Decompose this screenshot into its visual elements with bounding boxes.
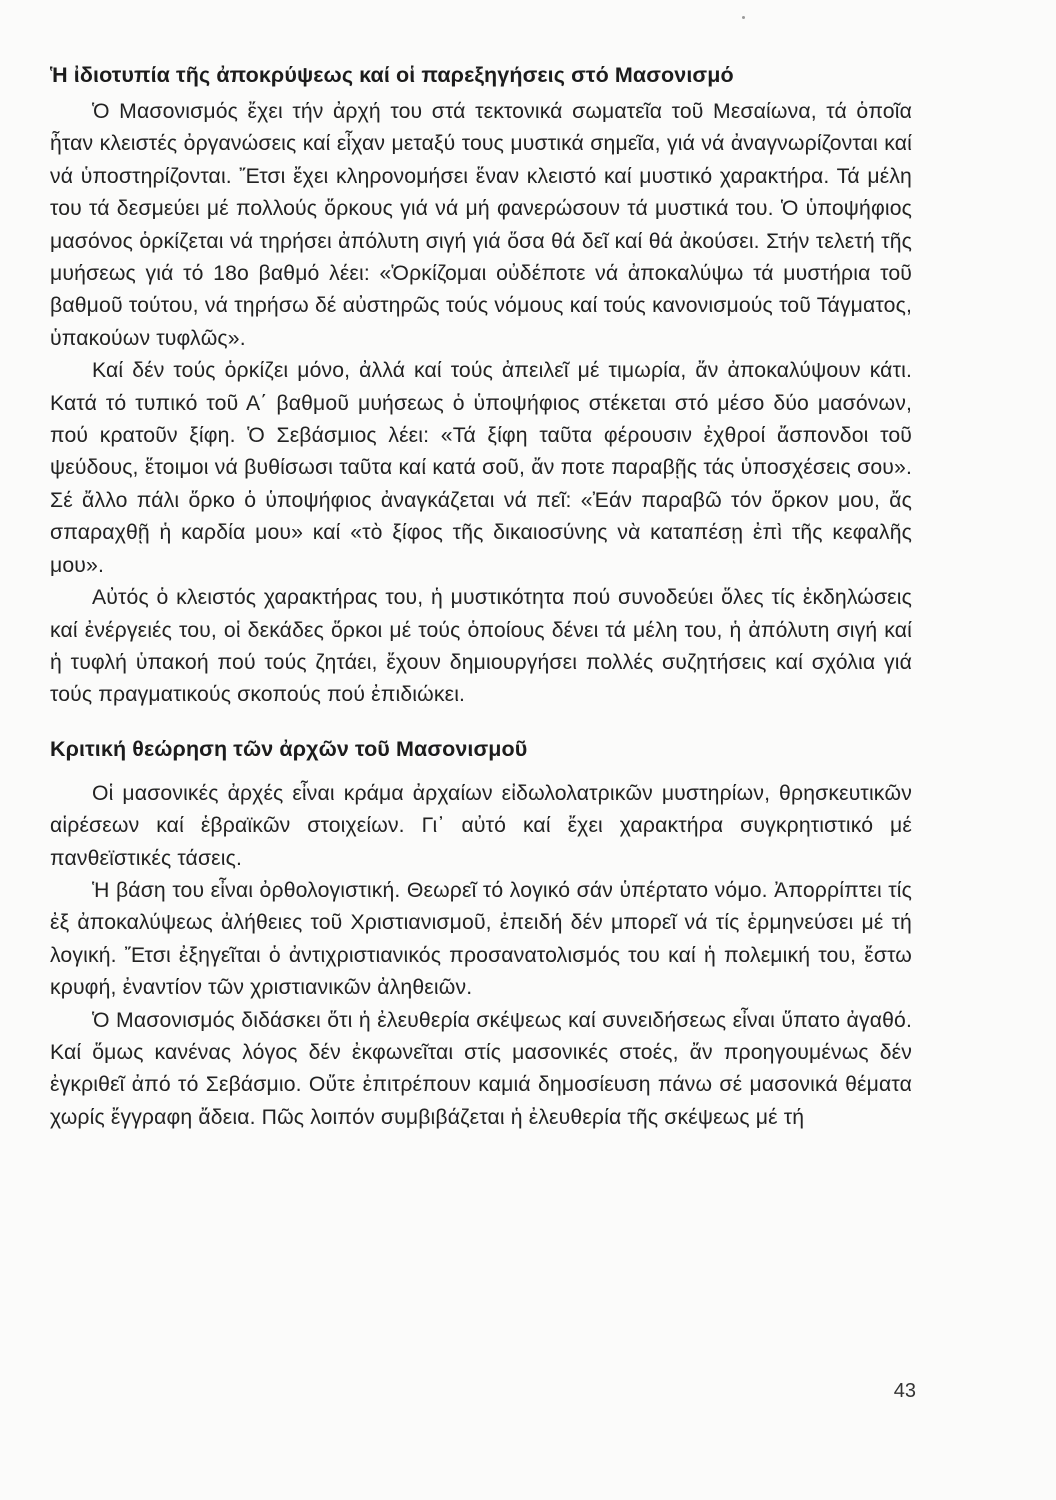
paragraph-threats: Καί δέν τούς ὁρκίζει μόνο, ἀλλά καί τούς ἀπειλεῖ μέ τιμωρία, ἄν ἀποκαλύψουν κάτι. Κατά τό τυπικό τοῦ Α΄ βαθμοῦ μυήσεως ὁ ὑποψήφιος στέκεται στό μέσο δύο μασόνων, πού κρατοῦν ξίφη. Ὁ Σεβάσμιος λέει: «Τά ξίφη ταῦτα φέρουσιν ἐχθροί ἄσπονδοι τοῦ ψεύδους, ἕτοιμοι νά βυθίσωσι ταῦτα καί κατά σοῦ, ἄν ποτε παραβῇς τάς ὑποσχέσεις σου». Σέ ἄλλο πάλι ὅρκο ὁ ὑποψήφιος ἀναγκάζεται νά πεῖ: «Ἐάν παραβῶ τόν ὅρκον μου, ἄς σπαραχθῇ ἡ καρδία μου» καί «τὸ ξίφος τῆς δικαιοσύνης νὰ καταπέσῃ ἐπὶ τῆς κεφαλῆς μου». xyxy=(50,359,912,577)
section-heading-critique: Κριτική θεώρηση τῶν ἀρχῶν τοῦ Μασονισμοῦ xyxy=(50,736,528,761)
paragraph-closed-character: Αὐτός ὁ κλειστός χαρακτήρας του, ἡ μυστικότητα πού συνοδεύει ὅλες τίς ἐκδηλώσεις καί ἐνέργειές του, οἱ δεκάδες ὅρκοι μέ τούς ὁποίους δένει τά μέλη του, ἡ ἀπόλυτη σιγή καί ἡ τυφλή ὑπακοή πού τούς ζητάει, ἔχουν δημιουργήσει πολλές συζητήσεις καί σχόλια γιά τούς πραγματικούς σκοπούς πού ἐπιδιώκει. xyxy=(50,586,912,707)
page-content xyxy=(50,60,912,1134)
paper-speck xyxy=(742,16,745,19)
paragraph-rationalism: Ἡ βάση του εἶναι ὀρθολογιστική. Θεωρεῖ τό λογικό σάν ὑπέρτατο νόμο. Ἀπορρίπτει τίς ἐξ ἀποκαλύψεως ἀλήθειες τοῦ Χριστιανισμοῦ, ἐπειδή δέν μπορεῖ νά τίς ἑρμηνεύσει μέ τή λογική. Ἔτσι ἐξηγεῖται ὁ ἀντιχριστιανικός προσανατολισμός του καί ἡ πολεμική του, ἔστω κρυφή, ἐναντίον τῶν χριστιανικῶν ἀληθειῶν. xyxy=(50,878,912,1000)
paragraph-freedom: Ὁ Μασονισμός διδάσκει ὅτι ἡ ἐλευθερία σκέψεως καί συνειδήσεως εἶναι ὕπατο ἀγαθό. Καί ὅμως κανένας λόγος δέν ἐκφωνεῖται στίς μασονικές στοές, ἄν προηγουμένως δέν ἐγκριθεῖ ἀπό τό Σεβάσμιο. Οὔτε ἐπιτρέπουν καμιά δημοσίευση πάνω σέ μασονικά θέματα χωρίς ἔγγραφη ἄδεια. Πῶς λοιπόν συμβιβάζεται ἡ ἐλευθερία τῆς σκέψεως μέ τή xyxy=(50,1008,912,1129)
page-number: 43 xyxy=(893,1380,916,1402)
paragraph-origins: Ὁ Μασονισμός ἔχει τήν ἀρχή του στά τεκτονικά σωματεῖα τοῦ Μεσαίωνα, τά ὁποῖα ἦταν κλειστές ὀργανώσεις καί εἶχαν μεταξύ τους μυστικά σημεῖα, γιά νά ἀναγνωρίζονται καί νά ὑποστηρίζονται. Ἔτσι ἔχει κληρονομήσει ἕναν κλειστό καί μυστικό χαρακτήρα. Τά μέλη του τά δεσμεύει μέ πολλούς ὅρκους γιά νά μή φανερώσουν τά μυστικά του. Ὁ ὑποψήφιος μασόνος ὁρκίζεται νά τηρήσει ἀπόλυτη σιγή γιά ὅσα θά δεῖ καί θά ἀκούσει. Στήν τελετή τῆς μυήσεως γιά τό 18ο βαθμό λέει: «Ὁρκίζομαι οὐδέποτε νά ἀποκαλύψω τά μυστήρια τοῦ βαθμοῦ τούτου, νά τηρήσω δέ αὐστηρῶς τούς νόμους καί τούς κανονισμούς τοῦ Τάγματος, ὑπακούων τυφλῶς». xyxy=(50,100,912,350)
paragraph-mixture: Οἱ μασονικές ἀρχές εἶναι κράμα ἀρχαίων εἰδωλολατρικῶν μυστηρίων, θρησκευτικῶν αἱρέσεων καί ἑβραϊκῶν στοιχείων. Γι᾽ αὐτό καί ἔχει χαρακτήρα συγκρητιστικό μέ πανθεϊστικές τάσεις. xyxy=(50,781,912,870)
section-heading-secrecy: Ἡ ἰδιοτυπία τῆς ἀποκρύψεως καί οἱ παρεξηγήσεις στό Μασονισμό xyxy=(50,63,734,87)
